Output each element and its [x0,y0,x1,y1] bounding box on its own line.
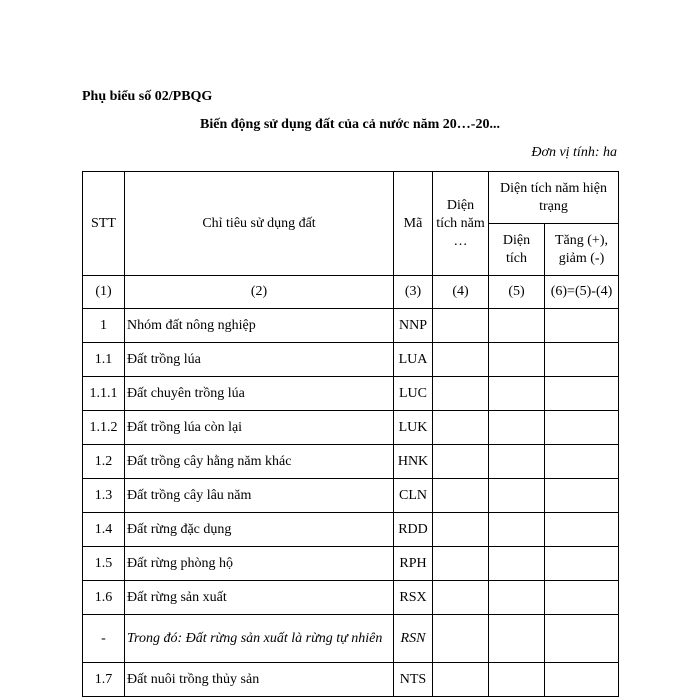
row-code: RSN [394,615,433,663]
row-area-year [433,411,489,445]
row-code: RDD [394,513,433,547]
table-row [83,411,619,445]
row-name: Đất chuyên trồng lúa [125,377,394,411]
row-area-year [433,445,489,479]
row-stt: 1.1 [83,343,125,377]
column-number: (2) [125,276,394,309]
row-name: Đất rừng đặc dụng [125,513,394,547]
row-change [545,581,619,615]
row-stt: 1.4 [83,513,125,547]
row-change [545,479,619,513]
row-area [489,479,545,513]
row-change [545,343,619,377]
row-area-year [433,513,489,547]
row-area [489,411,545,445]
row-area-year [433,309,489,343]
table-row [83,513,619,547]
row-code: RPH [394,547,433,581]
row-name: Đất trồng lúa [125,343,394,377]
row-code: LUA [394,343,433,377]
table-row [83,309,619,343]
row-code: LUK [394,411,433,445]
header-indicator: Chỉ tiêu sử dụng đất [125,172,394,276]
header-current-area-group: Diện tích năm hiện trạng [489,172,619,224]
row-area-year [433,615,489,663]
row-area-year [433,377,489,411]
row-change [545,513,619,547]
row-stt: 1.3 [83,479,125,513]
header-area-year: Diện tích năm … [433,172,489,276]
row-area [489,309,545,343]
row-area [489,513,545,547]
row-name: Đất nuôi trồng thủy sản [125,663,394,697]
row-area [489,581,545,615]
column-number: (6)=(5)-(4) [545,276,619,309]
row-stt: 1.1.1 [83,377,125,411]
header-area: Diện tích [489,224,545,276]
row-code: NNP [394,309,433,343]
row-stt: 1.5 [83,547,125,581]
row-stt: 1 [83,309,125,343]
row-code: HNK [394,445,433,479]
row-area-year [433,581,489,615]
column-number: (3) [394,276,433,309]
row-area [489,615,545,663]
row-stt: - [83,615,125,663]
row-code: LUC [394,377,433,411]
row-change [545,377,619,411]
appendix-title: Phụ biểu số 02/PBQG [82,89,213,104]
row-area-year [433,663,489,697]
row-stt: 1.6 [83,581,125,615]
table-row [83,581,619,615]
row-name: Đất trồng lúa còn lại [125,411,394,445]
row-name: Đất rừng phòng hộ [125,547,394,581]
row-change [545,309,619,343]
row-name: Nhóm đất nông nghiệp [125,309,394,343]
row-change [545,663,619,697]
table-row [83,663,619,697]
table-row [83,343,619,377]
row-code: NTS [394,663,433,697]
header-stt: STT [83,172,125,276]
column-number-row [83,276,619,309]
row-stt: 1.7 [83,663,125,697]
row-area-year [433,343,489,377]
row-area-year [433,479,489,513]
table-row [83,479,619,513]
row-name: Đất trồng cây hằng năm khác [125,445,394,479]
table-row [83,445,619,479]
row-code: RSX [394,581,433,615]
row-stt: 1.1.2 [83,411,125,445]
column-number: (4) [433,276,489,309]
row-area [489,343,545,377]
table-row [83,377,619,411]
row-area-year [433,547,489,581]
land-use-change-table [82,171,619,697]
header-code: Mã [394,172,433,276]
column-number: (1) [83,276,125,309]
row-area [489,547,545,581]
row-change [545,411,619,445]
row-area [489,445,545,479]
row-name: Đất rừng sản xuất [125,581,394,615]
table-row [83,547,619,581]
row-change [545,445,619,479]
row-name: Đất trồng cây lâu năm [125,479,394,513]
unit-label: Đơn vị tính: ha [531,145,617,160]
document-title: Biến động sử dụng đất của cả nước năm 20…-20... [200,117,500,132]
row-stt: 1.2 [83,445,125,479]
row-name: Trong đó: Đất rừng sản xuất là rừng tự nhiên [125,615,394,663]
row-change [545,547,619,581]
row-area [489,663,545,697]
row-area [489,377,545,411]
row-code: CLN [394,479,433,513]
column-number: (5) [489,276,545,309]
row-change [545,615,619,663]
header-change: Tăng (+), giảm (-) [545,224,619,276]
table-row [83,615,619,663]
